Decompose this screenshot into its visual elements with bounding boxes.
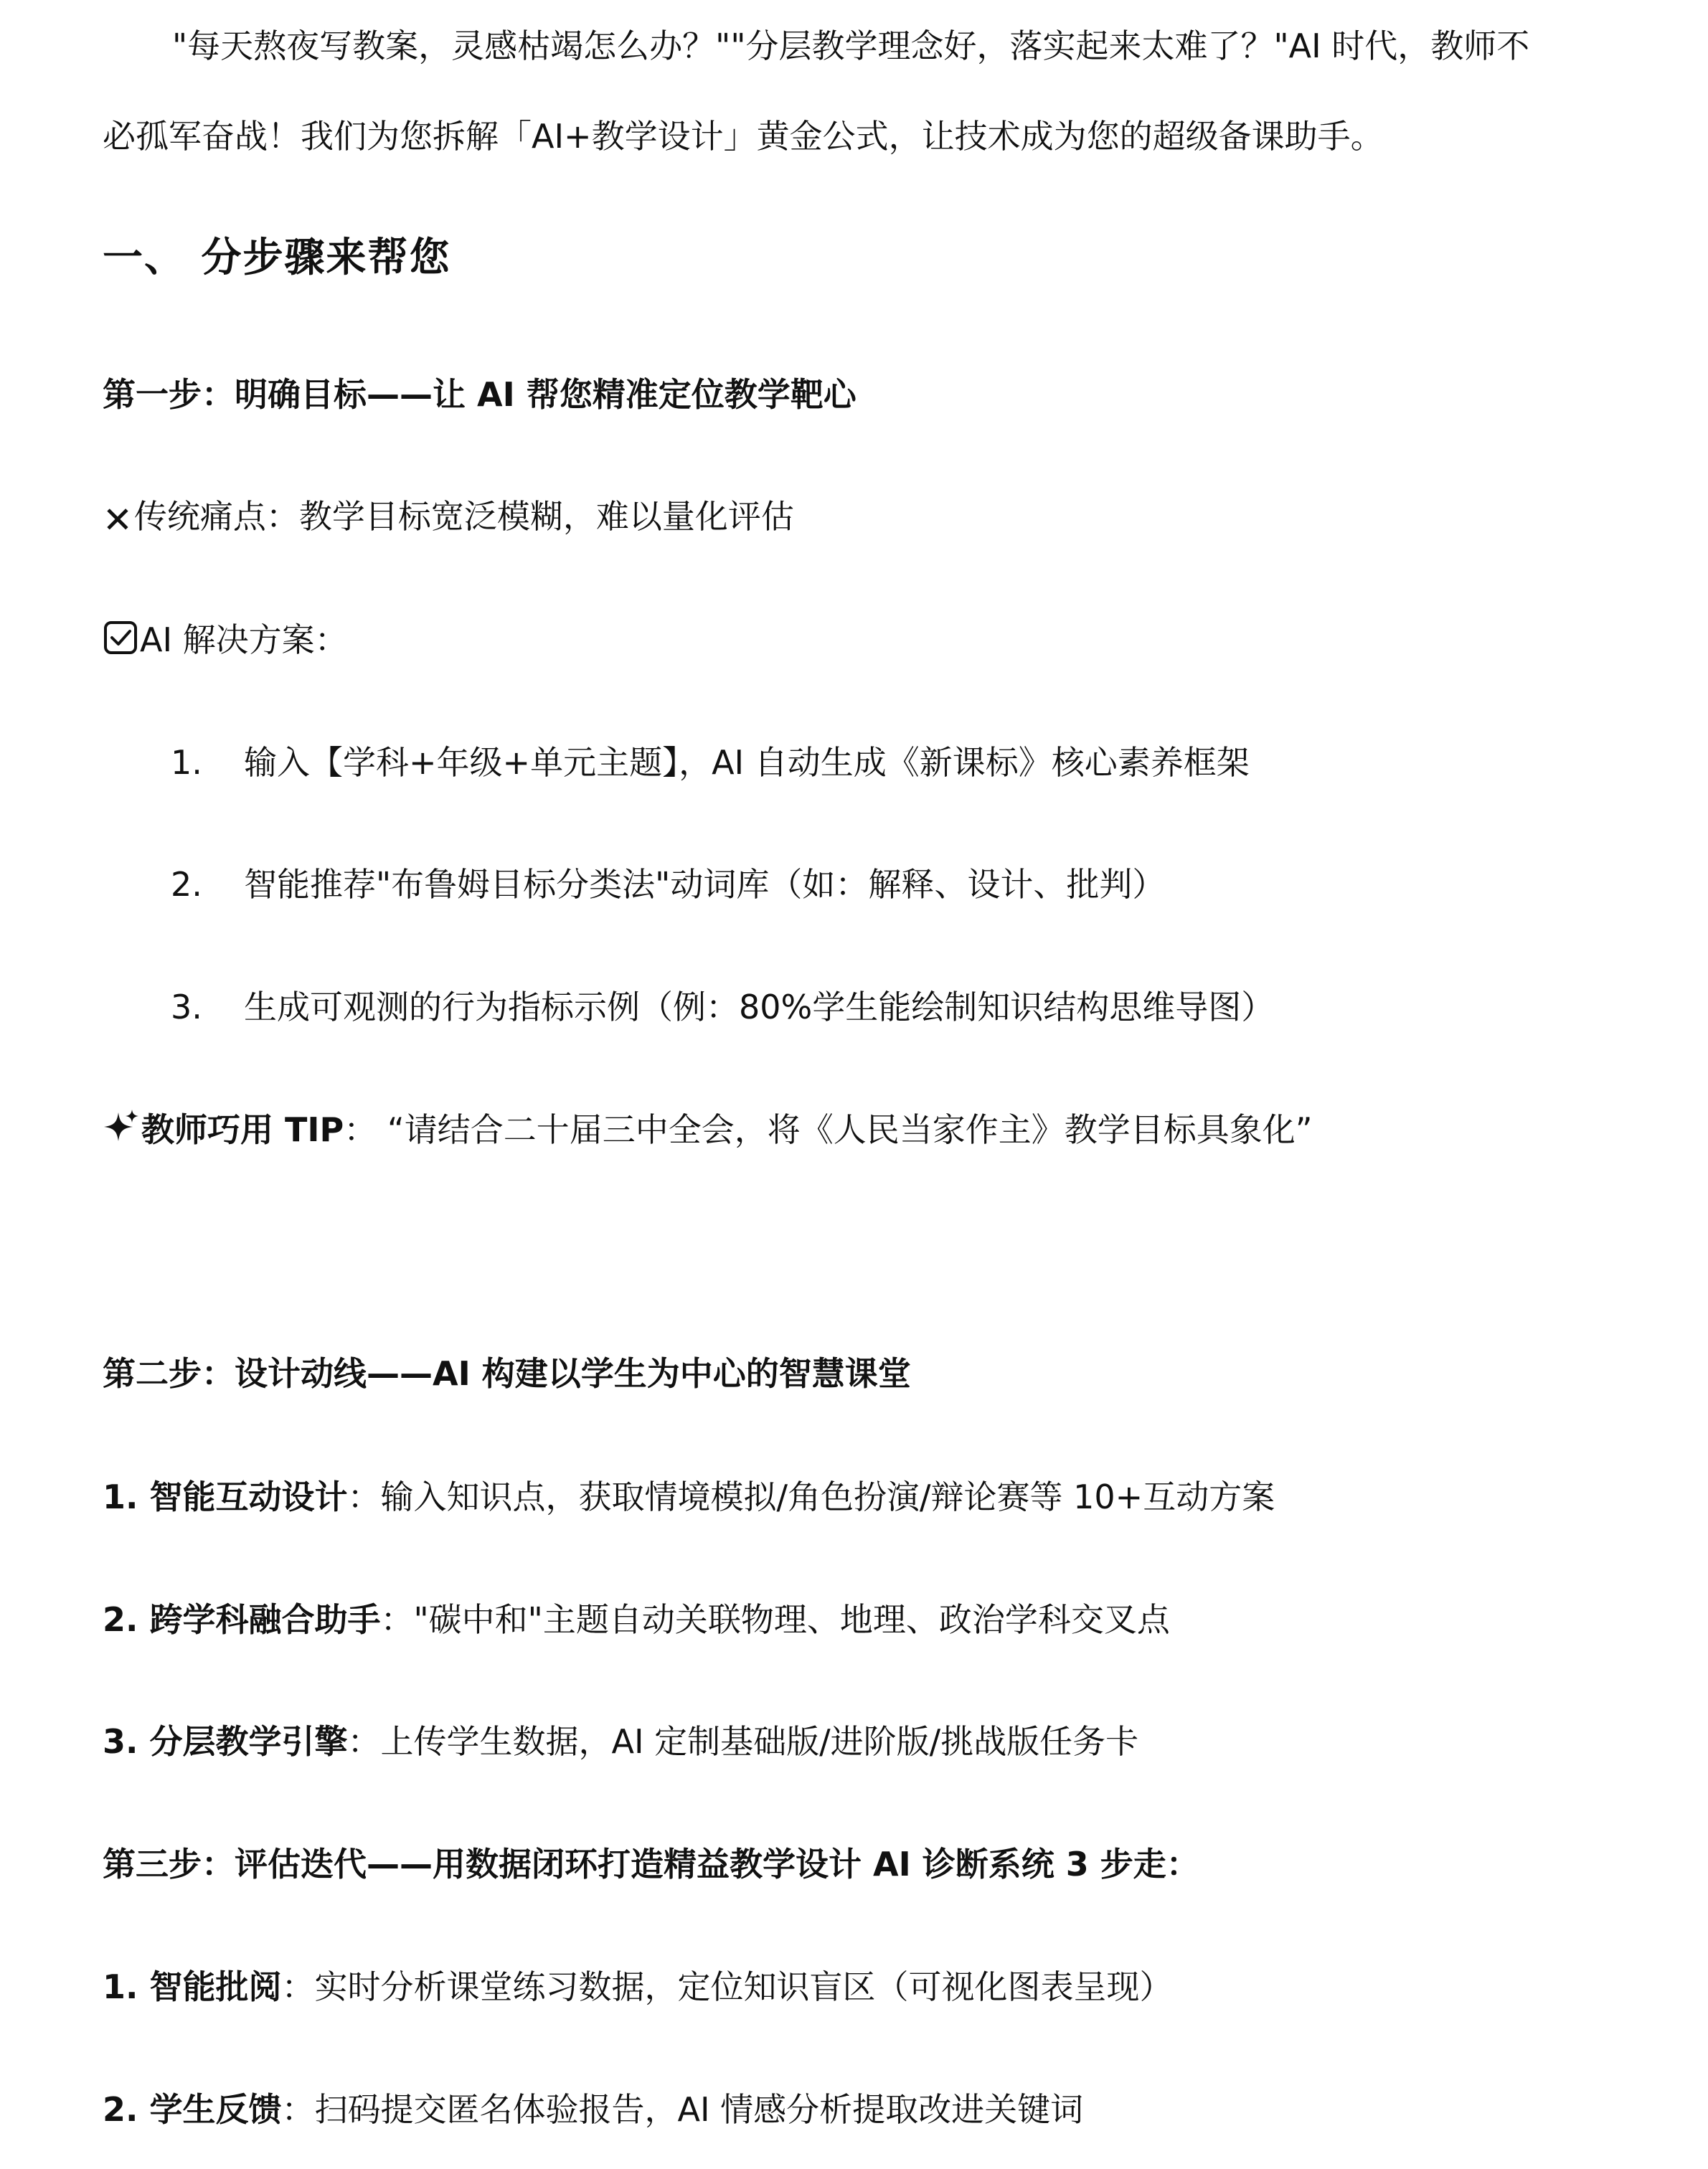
list-item: [171, 986, 1274, 1029]
step1-pain-text: 传统痛点：教学目标宽泛模糊，难以量化评估: [133, 497, 794, 536]
step2-item: [103, 1720, 1138, 1763]
sparkle-icon: [103, 1108, 140, 1156]
list-item-number: 1.: [171, 743, 202, 782]
section-heading: 一、 分步骤来帮您: [103, 235, 451, 281]
list-item-text: 智能推荐"布鲁姆目标分类法"动词库（如：解释、设计、批判）: [244, 865, 1166, 904]
step1-solution-label: AI 解决方案：: [140, 620, 348, 659]
list-item-text: 输入【学科+年级+单元主题】，AI 自动生成《新课标》核心素养框架: [244, 743, 1250, 782]
step1-solution: [103, 618, 348, 666]
intro-line-1: "每天熬夜写教案，灵感枯竭怎么办？""分层教学理念好，落实起来太难了？"AI 时代，教师不: [172, 27, 1530, 65]
list-item-number: 2.: [171, 865, 202, 904]
checkbox-icon: [103, 620, 138, 666]
item-text: ：实时分析课堂练习数据，定位知识盲区（可视化图表呈现）: [281, 1967, 1173, 2006]
list-item-text: 生成可观测的行为指标示例（例：80%学生能绘制知识结构思维导图）: [244, 988, 1275, 1026]
cross-mark-icon: ✕: [103, 499, 133, 541]
item-label: 3. 分层教学引擎: [103, 1722, 348, 1761]
item-text: ：上传学生数据，AI 定制基础版/进阶版/挑战版任务卡: [347, 1722, 1139, 1761]
item-label: 2. 学生反馈: [103, 2090, 282, 2129]
step2-title: 第二步：设计动线——AI 构建以学生为中心的智慧课堂: [103, 1354, 911, 1393]
step1-tip: [103, 1108, 1313, 1156]
step3-title: 第三步：评估迭代——用数据闭环打造精益教学设计 AI 诊断系统 3 步走：: [103, 1845, 1199, 1884]
item-label: 2. 跨学科融合助手: [103, 1600, 381, 1639]
tip-label: 教师巧用 TIP: [141, 1110, 344, 1149]
item-text: ：扫码提交匿名体验报告，AI 情感分析提取改进关键词: [281, 2090, 1084, 2129]
step2-item: [103, 1475, 1275, 1518]
item-text: ：输入知识点，获取情境模拟/角色扮演/辩论赛等 10+互动方案: [347, 1478, 1275, 1516]
tip-text: ： “请结合二十届三中全会，将《人民当家作主》教学目标具象化”: [344, 1110, 1313, 1149]
step1-pain-point: [103, 495, 794, 542]
intro-line-2: 必孤军奋战！我们为您拆解「AI+教学设计」黄金公式，让技术成为您的超级备课助手。: [103, 117, 1384, 156]
item-text: ："碳中和"主题自动关联物理、地理、政治学科交叉点: [380, 1600, 1170, 1639]
step2-item: [103, 1598, 1170, 1641]
step1-title: 第一步：明确目标——让 AI 帮您精准定位教学靶心: [103, 375, 857, 414]
step3-item: [103, 2088, 1083, 2131]
item-label: 1. 智能批阅: [103, 1967, 282, 2006]
item-label: 1. 智能互动设计: [103, 1478, 348, 1516]
step3-item: [103, 1965, 1173, 2008]
list-item-number: 3.: [171, 988, 202, 1026]
list-item: [171, 863, 1165, 906]
list-item: [171, 741, 1250, 784]
